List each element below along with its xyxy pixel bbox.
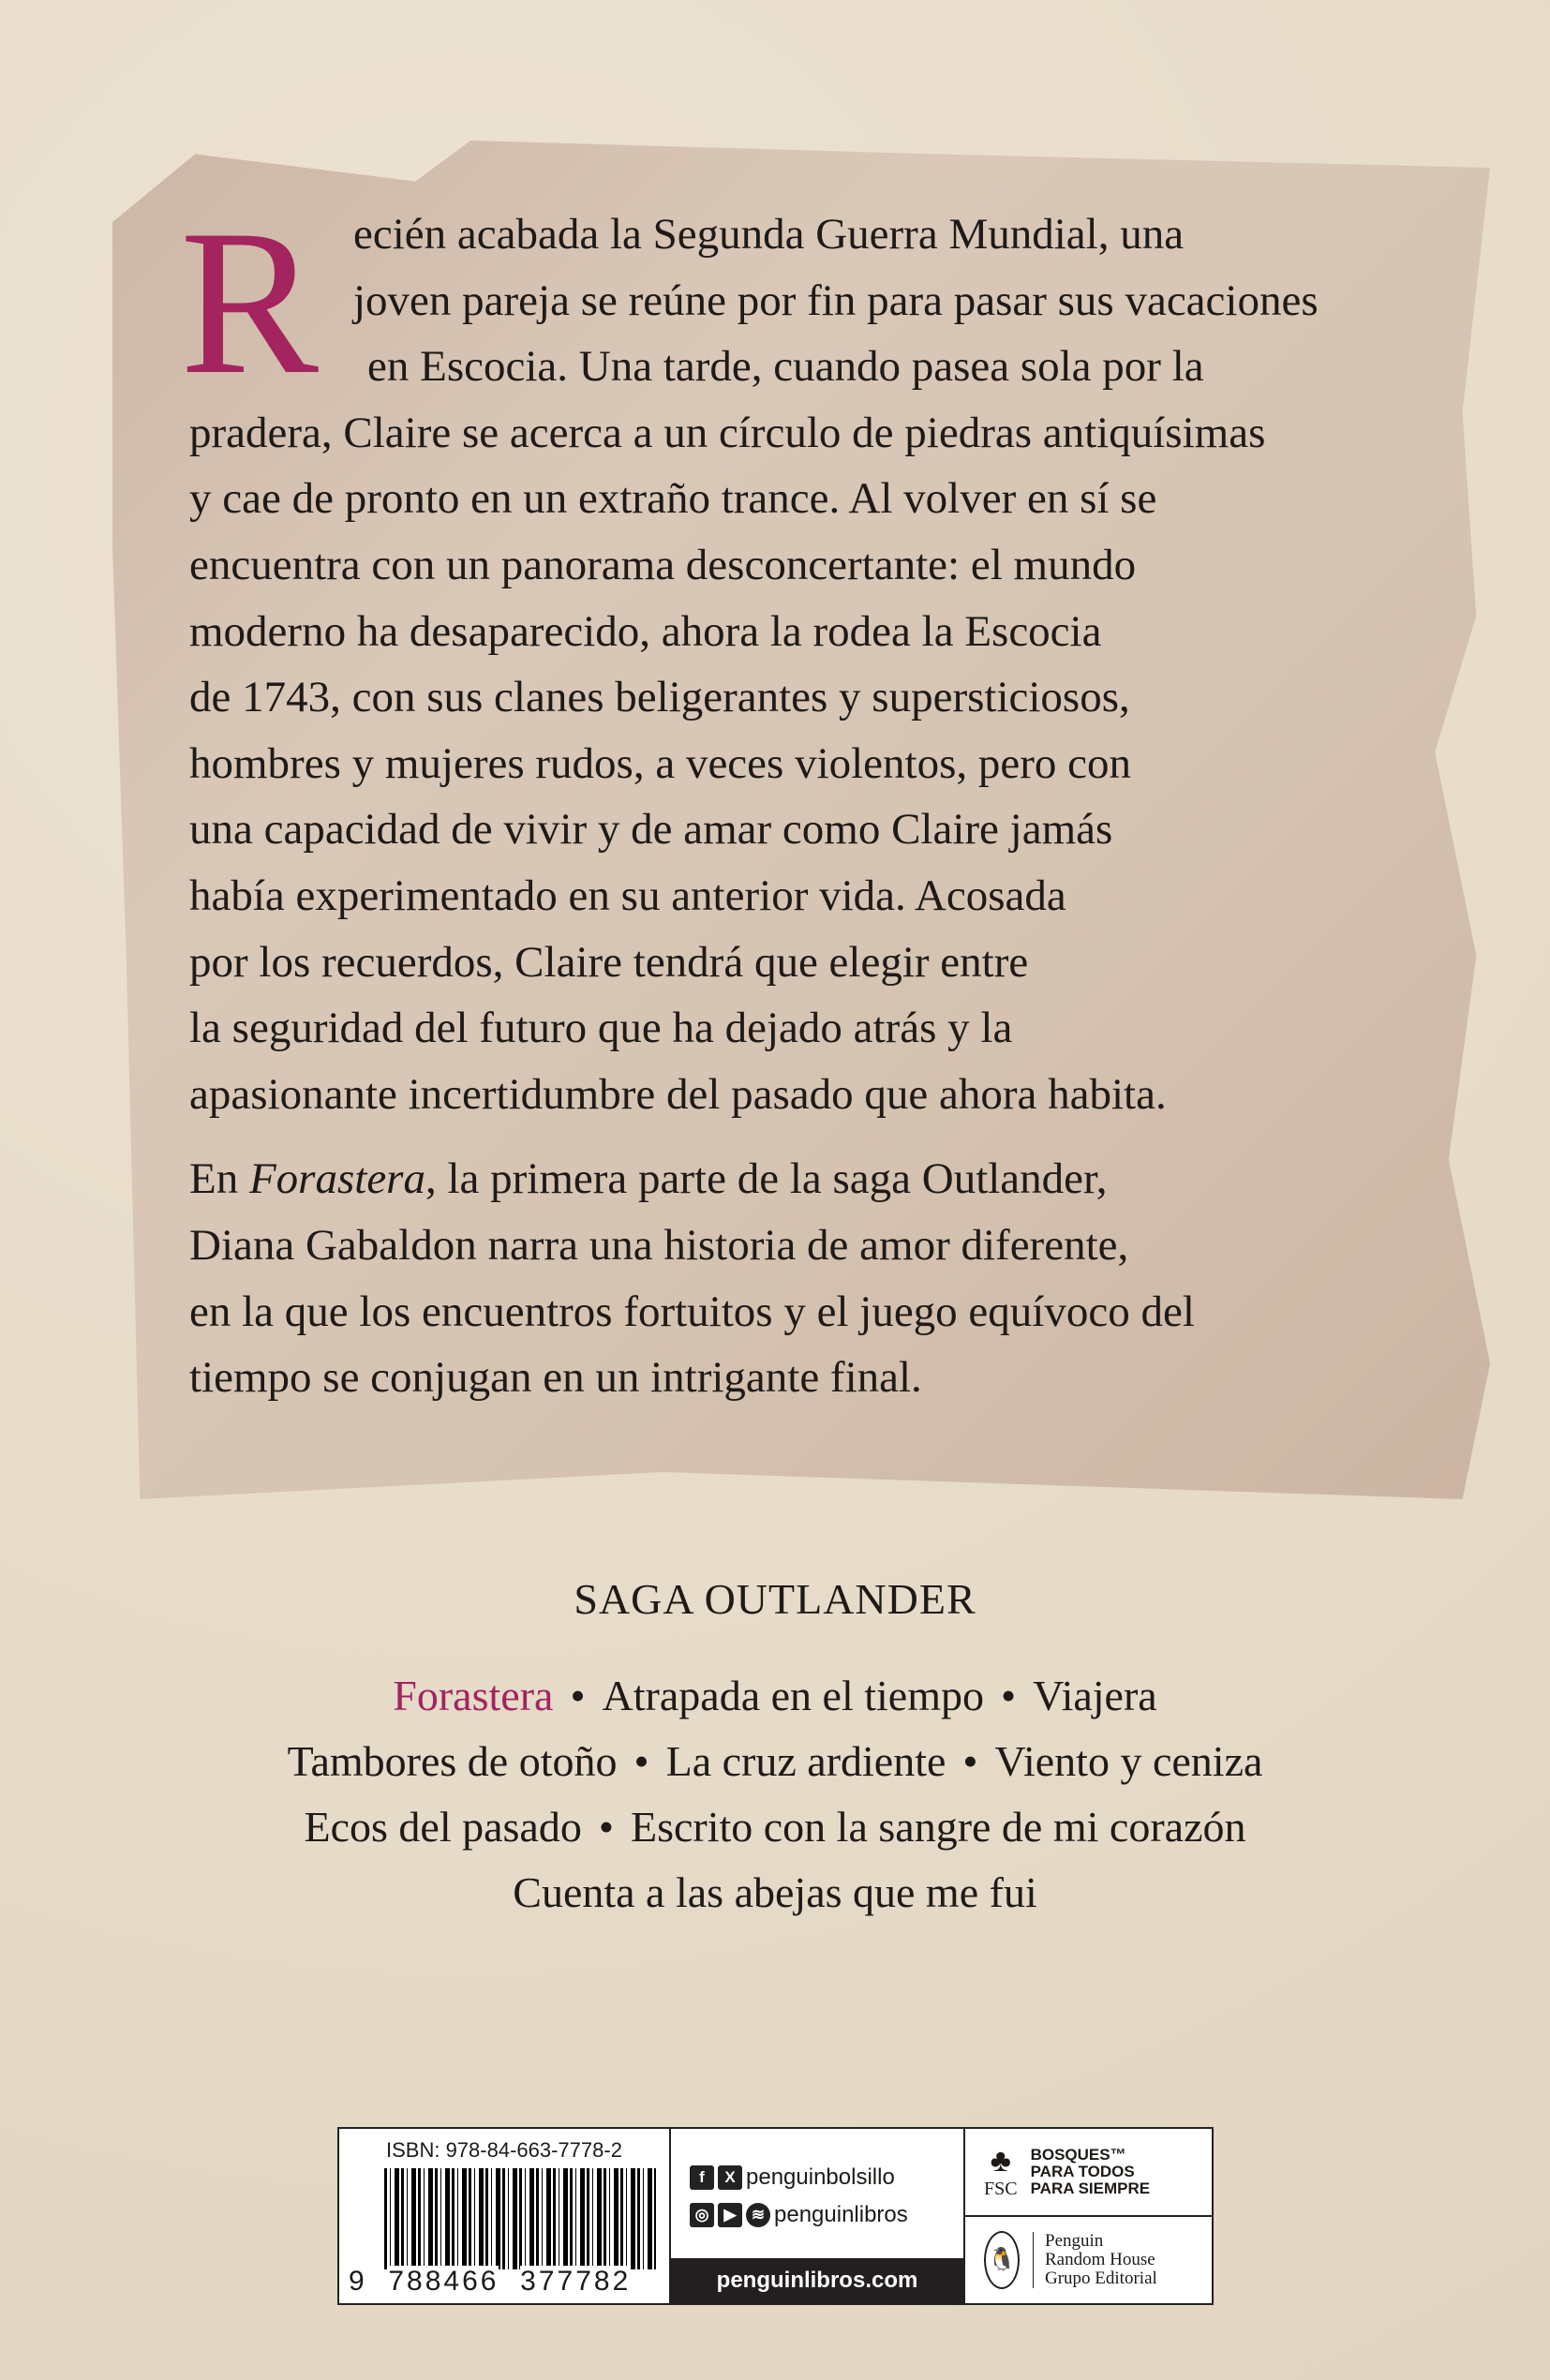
fsc-label: FSC: [984, 2178, 1018, 2199]
website: penguinlibros.com: [671, 2258, 963, 2303]
youtube-icon: ▶: [718, 2203, 742, 2227]
blurb-line: por los recuerdos, Claire tendrá que elegir entre: [189, 937, 1029, 987]
book: Escrito con la sangre de mi corazón: [630, 1803, 1246, 1851]
book: Viento y ceniza: [994, 1737, 1263, 1785]
barcode-panel: [339, 2129, 671, 2303]
blurb-line: pradera, Claire se acerca a un círculo de piedras antiquísimas: [189, 408, 1266, 457]
drop-cap: R: [180, 187, 320, 418]
publisher-name: [1033, 2232, 1157, 2288]
blurb-paragraph-2: [189, 1146, 1436, 1410]
social-panel: [671, 2129, 965, 2303]
publisher-line: Random House: [1045, 2250, 1155, 2269]
blurb-line: joven pareja se reúne por fin para pasar sus vacaciones: [353, 275, 1319, 325]
prefix: En: [189, 1154, 249, 1204]
blurb-line: apasionante incertidumbre del pasado que ahora habita.: [189, 1069, 1167, 1119]
blurb-line: de 1743, con sus clanes beligerantes y supersticiosos,: [189, 673, 1130, 722]
separator: •: [633, 1737, 649, 1785]
blurb-line: la seguridad del futuro que ha dejado atrás y la: [189, 1004, 1013, 1053]
penguin-icon: 🐧: [984, 2231, 1020, 2289]
book: Tambores de otoño: [287, 1737, 618, 1785]
blurb-line: y cae de pronto en un extraño trance. Al volver en sí se: [189, 474, 1157, 524]
separator: •: [598, 1803, 614, 1851]
social-handle: penguinbolsillo: [746, 2164, 895, 2190]
slogan-line: BOSQUES™: [1030, 2146, 1126, 2164]
saga-title: SAGA OUTLANDER: [574, 1575, 976, 1623]
barcode: [384, 2168, 656, 2269]
book: Viajera: [1033, 1672, 1157, 1719]
line-rest: , la primera parte de la saga Outlander,: [425, 1154, 1108, 1204]
blurb-line: tiempo se conjugan en un intrigante final.: [189, 1353, 922, 1403]
blurb-line: ecién acabada la Segunda Guerra Mundial, una: [353, 210, 1185, 259]
barcode-digits: [349, 2266, 631, 2298]
blurb-line: en la que los encuentros fortuitos y el juego equívoco del: [189, 1287, 1195, 1336]
instagram-icon: ◎: [690, 2203, 714, 2227]
blurb: [180, 187, 1436, 1411]
isbn: ISBN: 978-84-663-7778-2: [386, 2138, 622, 2162]
blurb-line: [189, 1146, 1436, 1212]
social-row-2: [690, 2202, 908, 2228]
saga-book-list: [0, 1663, 1550, 1926]
book-title: Forastera: [248, 1154, 425, 1204]
tree-icon: ♣: [990, 2143, 1011, 2179]
fsc-slogan: [1031, 2147, 1151, 2197]
back-cover-info-box: [337, 2127, 1214, 2305]
book-current: Forastera: [393, 1672, 554, 1719]
facebook-icon: f: [690, 2165, 714, 2190]
book: Atrapada en el tiempo: [602, 1672, 984, 1719]
x-icon: X: [718, 2165, 742, 2190]
separator: •: [962, 1737, 978, 1785]
social-handle: penguinlibros: [774, 2202, 908, 2227]
publisher-line: Grupo Editorial: [1045, 2268, 1157, 2288]
blurb-line: una capacidad de vivir y de amar como Claire jamás: [189, 805, 1113, 855]
digit-group: 788466: [388, 2266, 499, 2297]
digit-group: 377782: [520, 2266, 632, 2297]
book: La cruz ardiente: [665, 1737, 946, 1785]
fsc-mark: [984, 2145, 1018, 2200]
blurb-line: encuentra con un panorama desconcertante: el mundo: [189, 540, 1137, 589]
book: Ecos del pasado: [304, 1803, 582, 1851]
blurb-line: moderno ha desaparecido, ahora la rodea la Escocia: [189, 606, 1102, 656]
blurb-line: hombres y mujeres rudos, a veces violentos, pero con: [189, 738, 1132, 788]
spotify-icon: ≋: [746, 2203, 770, 2227]
publisher-line: Penguin: [1045, 2231, 1104, 2251]
book: Cuenta a las abejas que me fui: [513, 1868, 1037, 1916]
logos-panel: [965, 2129, 1212, 2303]
separator: •: [570, 1672, 586, 1719]
publisher-logo: [965, 2217, 1212, 2303]
slogan-line: PARA TODOS: [1030, 2163, 1135, 2180]
social-row-1: [690, 2164, 895, 2191]
slogan-line: PARA SIEMPRE: [1030, 2179, 1151, 2197]
separator: •: [1001, 1672, 1017, 1719]
fsc-logo: [965, 2129, 1212, 2217]
blurb-line: en Escocia. Una tarde, cuando pasea sola por la: [367, 342, 1204, 392]
digit-first: 9: [349, 2266, 367, 2297]
blurb-line: Diana Gabaldon narra una historia de amor diferente,: [189, 1220, 1129, 1270]
blurb-line: había experimentado en su anterior vida. Acosada: [189, 870, 1066, 920]
